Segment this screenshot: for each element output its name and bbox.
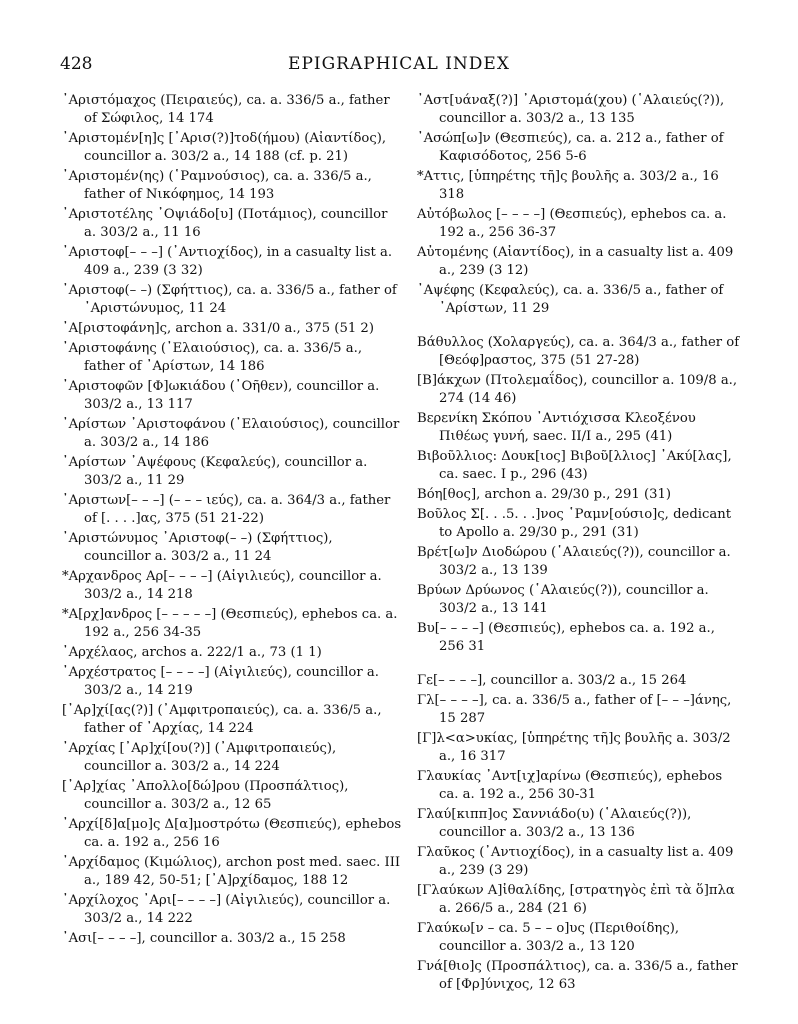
page-header xyxy=(60,54,738,80)
section-gap xyxy=(417,320,743,334)
index-column-right xyxy=(417,92,743,996)
index-entry: ᾽Αριστοφάνης (᾽Ελαιούσιος), ca. a. 336/5 a., father of ᾽Αρίστων, 14 186 xyxy=(62,341,363,374)
index-entry: ᾽Αριστομέν(ης) (῾Ραμνούσιος), ca. a. 336/5 a., father of Νικόφημος, 14 193 xyxy=(62,169,372,202)
index-entry: Αὐτόβωλος [– – – –] (Θεσπιεύς), ephebos ca. a. 192 a., 256 36-37 xyxy=(417,207,727,240)
index-entry: Γε[– – – –], councillor a. 303/2 a., 15 264 xyxy=(417,673,687,689)
index-entry: ᾽Αρχίδαμος (Κιμώλιος), archon post med. saec. III a., 189 42, 50-51; [᾽Α]ρχίδαμος, 188 12 xyxy=(62,855,401,889)
index-entry: ᾽Α[ριστοφάνη]ς, archon a. 331/0 a., 375 (51 2) xyxy=(62,321,374,336)
index-entry: ᾽Αρχίλοχος ᾽Αρι[– – – –] (Αἰγιλιεύς), councillor a. 303/2 a., 14 222 xyxy=(62,893,391,927)
index-entry: ᾽Αριστοφ[– – –] (᾽Αντιοχίδος), in a casualty list a. 409 a., 239 (3 32) xyxy=(62,245,393,278)
running-title: EPIGRAPHICAL INDEX xyxy=(288,54,510,74)
index-entry: Αὐτομένης (Αἰαντίδος), in a casualty list a. 409 a., 239 (3 12) xyxy=(417,245,734,278)
index-entry: Γλαύ[κιππ]ος Σαννιάδο(υ) (῾Αλαιεύς(?)), councillor a. 303/2 a., 13 136 xyxy=(417,807,692,841)
index-entry: ᾽Αριστοφῶν [Φ]ωκιάδου (᾽Οῆθεν), councillor a. 303/2 a., 13 117 xyxy=(62,379,380,412)
index-entry: ᾽Αριστοφ(– –) (Σφήττιος), ca. a. 336/5 a., father of ᾽Αριστώνυμος, 11 24 xyxy=(62,283,397,316)
index-column-left xyxy=(62,92,402,950)
index-entry: ᾽Αριστομέν[η]ς [᾽Αρισ(?)]τοδ(ήμου) (Αἰαντίδος), councillor a. 303/2 a., 14 188 (cf. p. 21) xyxy=(62,131,387,164)
index-entry: ᾽Αστ[υάναξ(?)] ᾽Αριστομά(χου) (῾Αλαιεύς(?)), councillor a. 303/2 a., 13 135 xyxy=(417,93,725,126)
index-entry: Βοῦλος Σ[. . .5. . .]νος ῾Ραμν[ούσιο]ς, dedicant to Apollo a. 29/30 p., 291 (31) xyxy=(417,507,732,540)
index-entry: Βιβοῦλλιος: Δουκ[ιος] Βιβοῦ[λλιος] ᾽Ακύ[λας], ca. saec. I p., 296 (43) xyxy=(417,449,732,482)
index-entry: *Αττις, [ὑπηρέτης τῆ]ς βουλῆς a. 303/2 a., 16 318 xyxy=(417,169,719,202)
index-entry: [᾽Αρ]χίας ᾽Απολλο[δώ]ρου (Προσπάλτιος), councillor a. 303/2 a., 12 65 xyxy=(62,779,349,813)
section-gap xyxy=(417,658,743,672)
index-entry: [Β]άκχων (Πτολεμαΐδος), councillor a. 109/8 a., 274 (14 46) xyxy=(417,373,738,406)
index-entry: Βόη[θος], archon a. 29/30 p., 291 (31) xyxy=(417,487,672,502)
index-entry: ᾽Αρίστων ᾽Αριστοφάνου (᾽Ελαιούσιος), councillor a. 303/2 a., 14 186 xyxy=(62,417,400,450)
index-entry: Γλαυκίας ᾽Αντ[ιχ]αρίνω (Θεσπιεύς), ephebos ca. a. 192 a., 256 30-31 xyxy=(417,769,723,803)
index-entry: *Αρχανδρος Αρ[– – – –] (Αἰγιλιεύς), councillor a. 303/2 a., 14 218 xyxy=(62,569,382,602)
index-entry: ᾽Αριστων[– – –] (– – – ιεύς), ca. a. 364/3 a., father of [. . . .]ας, 375 (51 21-22) xyxy=(62,493,391,526)
index-entry: Βάθυλλος (Χολαργεύς), ca. a. 364/3 a., father of [Θεόφ]ραστος, 375 (51 27-28) xyxy=(417,335,740,368)
index-entry: ᾽Αριστόμαχος (Πειραιεύς), ca. a. 336/5 a., father of Σώφιλος, 14 174 xyxy=(62,93,390,126)
index-entry: ᾽Αρχέστρατος [– – – –] (Αἰγιλιεύς), councillor a. 303/2 a., 14 219 xyxy=(62,665,379,699)
index-entry: ᾽Αρίστων ᾽Αψέφους (Κεφαλεύς), councillor a. 303/2 a., 11 29 xyxy=(62,455,368,488)
index-entry: ᾽Αψέφης (Κεφαλεύς), ca. a. 336/5 a., father of ᾽Αρίστων, 11 29 xyxy=(417,283,724,316)
index-entry: [᾽Αρ]χί[ας(?)] (᾽Αμφιτροπαιεύς), ca. a. 336/5 a., father of ᾽Αρχίας, 14 224 xyxy=(62,703,382,737)
index-entry: Βερενίκη Σκόπου ᾽Αντιόχισσα Κλεοξένου Πιθέως γυνή, saec. II/I a., 295 (41) xyxy=(417,411,696,444)
index-entry: Βυ[– – – –] (Θεσπιεύς), ephebos ca. a. 192 a., 256 31 xyxy=(417,621,715,654)
index-entry: Βρύων Δρύωνος (῾Αλαιεύς(?)), councillor a. 303/2 a., 13 141 xyxy=(417,583,709,616)
index-entry: Γλαῦκος (᾽Αντιοχίδος), in a casualty list a. 409 a., 239 (3 29) xyxy=(417,845,734,879)
index-entry: Γλ[– – – –], ca. a. 336/5 a., father of [– – –]άνης, 15 287 xyxy=(417,693,732,727)
index-entry: [Γλαύκων Α]ἰθαλίδης, [στρατηγὸς ἐπὶ τὰ ὅ]πλα a. 266/5 a., 284 (21 6) xyxy=(417,883,735,917)
index-entry: *Α[ρχ]ανδρος [– – – – –] (Θεσπιεύς), ephebos ca. a. 192 a., 256 34-35 xyxy=(62,607,398,640)
index-entry: ᾽Αριστώνυμος ᾽Αριστοφ(– –) (Σφήττιος), councillor a. 303/2 a., 11 24 xyxy=(62,531,333,564)
index-entry: Γνά[θιο]ς (Προσπάλτιος), ca. a. 336/5 a., father of [Φρ]ύνιχος, 12 63 xyxy=(417,959,738,993)
index-entry: [Γ]λ<α>υκίας, [ὑπηρέτης τῆ]ς βουλῆς a. 303/2 a., 16 317 xyxy=(417,731,731,765)
index-entry: ᾽Ασώπ[ω]ν (Θεσπιεύς), ca. a. 212 a., father of Καφισόδοτος, 256 5-6 xyxy=(417,131,724,164)
index-entry: Βρέτ[ω]ν Διοδώρου (῾Αλαιεύς(?)), councillor a. 303/2 a., 13 139 xyxy=(417,545,731,578)
page-number: 428 xyxy=(60,54,93,74)
index-entry: ᾽Αρχίας [᾽Αρ]χί[ου(?)] (᾽Αμφιτροπαιεύς), councillor a. 303/2 a., 14 224 xyxy=(62,741,337,775)
index-entry: Γλαύκω[ν – ca. 5 – – ο]υς (Περιθοίδης), councillor a. 303/2 a., 13 120 xyxy=(417,921,680,955)
index-entry: ᾽Αρχέλαος, archos a. 222/1 a., 73 (1 1) xyxy=(62,645,322,661)
index-entry: ᾽Αρχί[δ]α[μο]ς Δ[α]μοστρότω (Θεσπιεύς), ephebos ca. a. 192 a., 256 16 xyxy=(62,817,402,851)
index-entry: ᾽Ασι[– – – –], councillor a. 303/2 a., 15 258 xyxy=(62,931,346,947)
index-entry: ᾽Αριστοτέλης ᾽Οψιάδο[υ] (Ποτάμιος), councillor a. 303/2 a., 11 16 xyxy=(62,207,388,240)
